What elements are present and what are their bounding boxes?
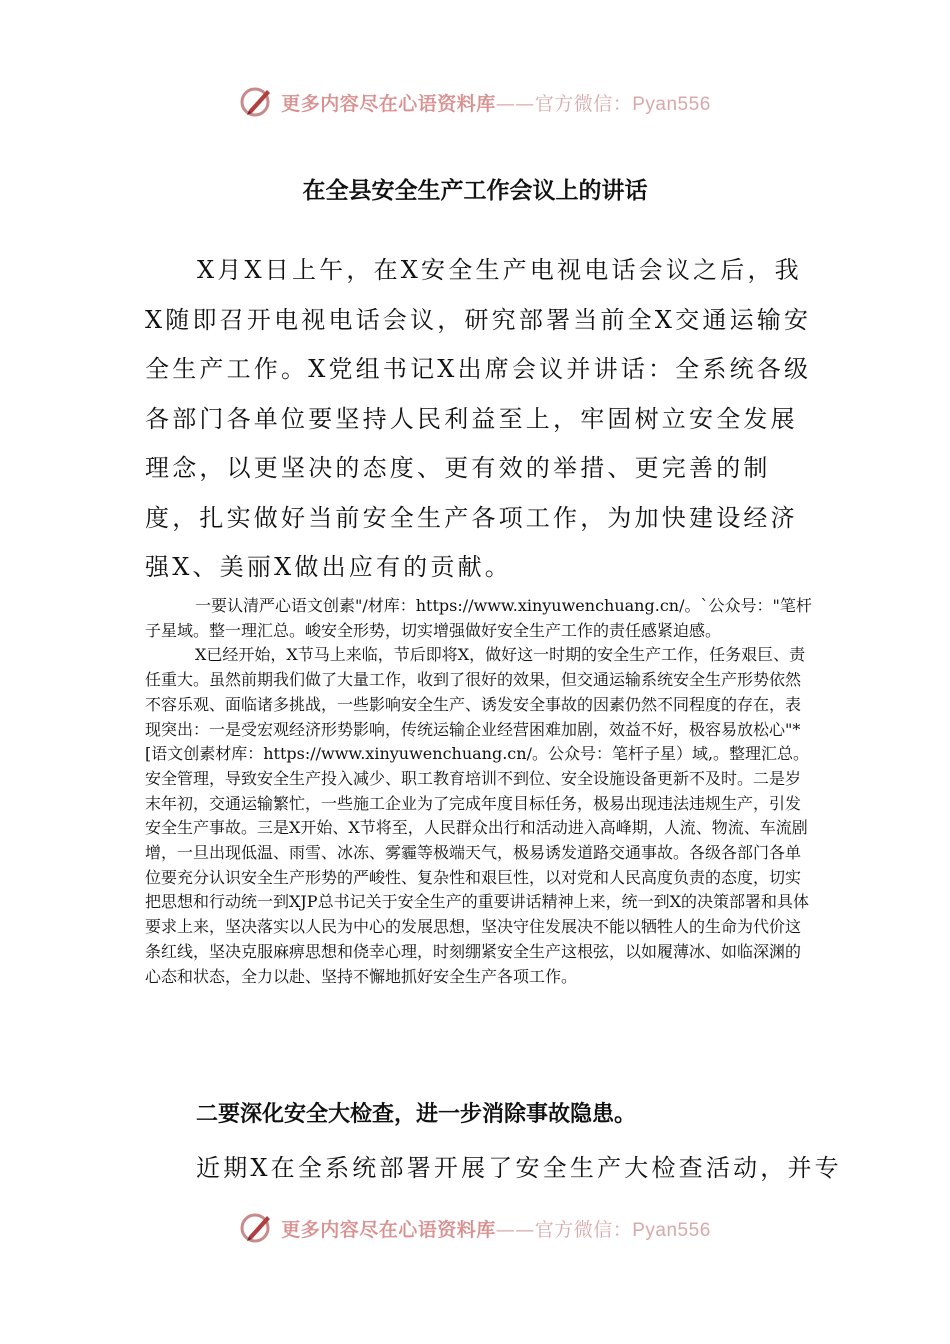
pen-logo-icon: [239, 1210, 275, 1246]
watermark-footer: [0, 1208, 950, 1248]
watermark-official: 官方微信：: [534, 1218, 633, 1241]
watermark-brand: 更多内容尽在心语资料库: [281, 92, 496, 115]
document-title: 在全县安全生产工作会议上的讲话: [302, 178, 648, 204]
watermark-text: [281, 1215, 711, 1242]
watermark-brand: 更多内容尽在心语资料库: [281, 1218, 496, 1241]
watermark-wechat-id: Pyan556: [632, 1219, 711, 1241]
section1-paragraph: 一要认清严心语文创素"/材库：https://www.xinyuwenchuang.cn/。`公众号："笔杆子星域。整一理汇总。峻安全形势，切实增强做好安全生产工作的责任感紧迫感。: [145, 596, 812, 640]
section2-first-line: 近期X在全系统部署开展了安全生产大检查活动，并专: [196, 1154, 842, 1182]
watermark-dash: ——: [495, 1218, 535, 1241]
intro-paragraph: X月X日上午，在X安全生产电视电话会议之后，我X随即召开电视电话会议，研究部署当前全X交通运输安全生产工作。X党组书记X出席会议并讲话：全系统各级各部门各单位要坚持人民利益至上，牢固树立安全发展理念，以更坚决的态度、更有效的举措、更完善的制度，扎实做好当前安全生产各项工作，为加快建设经济强X、美丽X做出应有的贡献。: [145, 256, 812, 581]
section1-block: [145, 594, 815, 989]
watermark-header: [0, 82, 950, 122]
watermark-dash: ——: [495, 92, 535, 115]
watermark-text: [281, 89, 711, 116]
section2-heading: 二要深化安全大检查，进一步消除事故隐患。: [196, 1102, 637, 1127]
section1-body: X已经开始，X节马上来临，节后即将X，做好这一时期的安全生产工作，任务艰巨、责任重大。虽然前期我们做了大量工作，收到了很好的效果，但交通运输系统安全生产形势依然不容乐观、面临诸多挑战，一些影响安全生产、诱发安全事故的因素仍然不同程度的存在，表现突出：一是受宏观经济形势影响，传统运输企业经营困难加剧，效益不好，极容易放松心"*[语文创素材库：https://www.xinyuwenchuang.cn/。公众号：笔杆子星）域,。整理汇总。安全管理，导致安全生产投入减少、职工教育培训不到位、安全设施设备更新不及时。二是岁末年初，交通运输繁忙，一些施工企业为了完成年度目标任务，极易出现违法违规生产，引发安全生产事故。三是X开始、X节将至，人民群众出行和活动进入高峰期，人流、物流、车流剧增，一旦出现低温、雨雪、冰冻、雾霾等极端天气，极易诱发道路交通事故。各级各部门各单位要充分认识安全生产形势的严峻性、复杂性和艰巨性，以对党和人民高度负责的态度，切实把思想和行动统一到XJP总书记关于安全生产的重要讲话精神上来，统一到X的决策部署和具体要求上来，坚决落实以人民为中心的发展思想，坚决守住发展决不能以牺牲人的生命为代价这条红线，坚决克服麻痹思想和侥幸心理，时刻绷紧安全生产这根弦，以如履薄冰、如临深渊的心态和状态，全力以赴、坚持不懈地抓好安全生产各项工作。: [145, 645, 810, 986]
watermark-official: 官方微信：: [534, 92, 633, 115]
watermark-wechat-id: Pyan556: [632, 93, 711, 115]
pen-logo-icon: [239, 84, 275, 120]
